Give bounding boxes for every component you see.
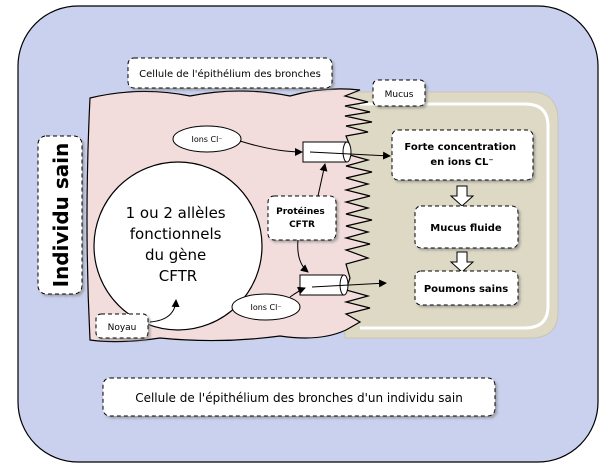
proteins-box (268, 196, 336, 240)
mucus-label: Mucus (384, 90, 414, 100)
cftr-channel-top (303, 142, 347, 162)
poumons-label: Poumons sains (423, 284, 509, 295)
nucleus-line-1: 1 ou 2 allèles (125, 204, 226, 222)
nucleus-line-4: CFTR (158, 267, 198, 285)
nucleus-line-3: du gène (144, 246, 207, 264)
forte-line-2: en ions CL⁻ (430, 157, 494, 168)
proteins-line-1: Protéines (276, 207, 325, 217)
caption: Cellule de l'épithélium des bronches d'un individu sain (135, 391, 463, 405)
forte-box (392, 130, 533, 180)
forte-line-1: Forte concentration (404, 142, 517, 153)
cell-label: Cellule de l'épithélium des bronches (139, 69, 321, 80)
ions-bottom-label: Ions Cl⁻ (250, 303, 282, 312)
cftr-channel-bottom (300, 275, 344, 295)
nucleus-line-2: fonctionnels (129, 225, 222, 243)
noyau-label: Noyau (107, 323, 137, 333)
cftr-channel-top-end (343, 142, 351, 162)
proteins-line-2: CFTR (289, 220, 315, 230)
title-vertical: Individu sain (49, 142, 73, 288)
ions-top-label: Ions Cl⁻ (191, 135, 223, 144)
mucus-fluide-label: Mucus fluide (430, 223, 502, 234)
